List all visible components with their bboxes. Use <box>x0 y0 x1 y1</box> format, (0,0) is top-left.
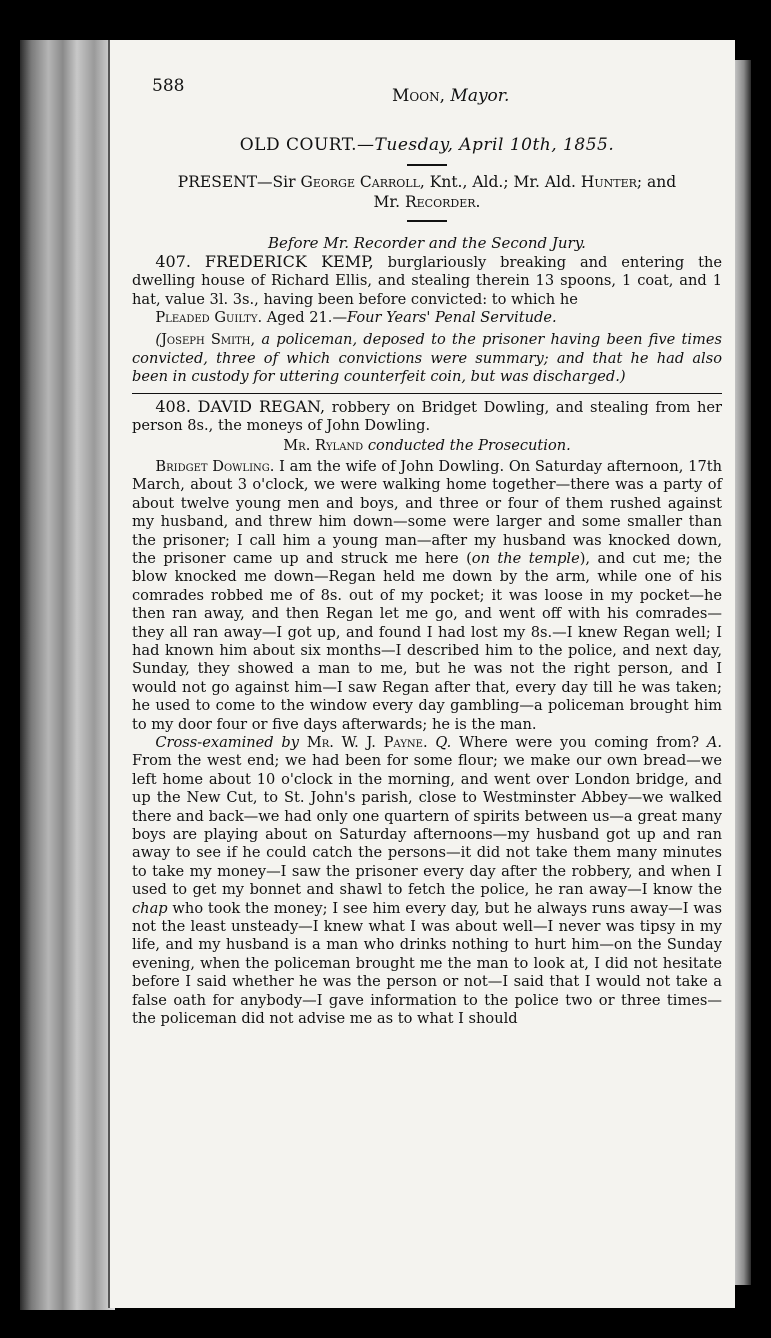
case-text: burglariously breaking and entering the dwelling house of Richard Ellis, and stealing therein 13 spoons, 1 coat, and 1 hat, value 3l. 3s., having been before convicted: to which he <box>132 253 722 308</box>
page-edge <box>733 60 751 1285</box>
note-text: a policeman, deposed to the prisoner having been five times convicted, three of which convictions were summary; and that he had also been in custody for uttering counterfeit coin, but was discharged.) <box>132 331 722 386</box>
page-content <box>132 136 722 1028</box>
testimony-text: ), and cut me; the blow knocked me down—Regan held me down by the arm, while one of his comrades robbed me of 8s. out of my pocket; it was loose in my pocket—he then ran away, and then Regan let me go, and went off with his comrades—they all ran away—I got up, and found I had lost my 8s.—I knew Regan well; I had known him about six months—I described him to the police, and next day, Sunday, they showed a man to me, but he was not the right person, and I would not go against him—I saw Regan after that, every day till he was taken; he used to come to the window every day gambling—a policeman brought him to my door four or five days afterwards; he is the man. <box>132 549 722 733</box>
present-text: . <box>475 193 481 212</box>
question-label: Q. <box>427 733 452 751</box>
present-text: , Knt., Ald.; Mr. Ald. <box>419 173 581 192</box>
testimony-text: I am the wife of John Dowling. On Saturday afternoon, 17th March, about 3 o'clock, we were walking home together—there was a party of about twelve young men and boys, and three or four of them rushed against my husband, and threw him down—some were larger and some smaller than the prisoner; I call him a young man—after my husband was knocked down, the prisoner came up and struck me here ( <box>132 457 722 567</box>
cross-counsel: Mr. W. J. Payne. <box>299 733 428 751</box>
testimony-paragraph <box>132 458 722 734</box>
court-name: OLD COURT. <box>239 135 358 155</box>
present-text: ; and <box>636 173 677 192</box>
case-number: 408. <box>155 396 191 416</box>
sentence: Four Years' Penal Servitude. <box>347 309 557 327</box>
session-date: —Tuesday, April 10th, 1855. <box>357 135 615 155</box>
page-header <box>152 76 715 106</box>
present-line <box>132 172 722 212</box>
present-carroll: George Carroll <box>300 173 420 192</box>
document-page <box>108 40 735 1308</box>
present-recorder: Recorder <box>404 193 476 212</box>
witness-name: Bridget Dowling. <box>155 457 275 475</box>
answer-label: A. <box>706 733 722 751</box>
cross-label: Cross-examined by <box>155 733 300 751</box>
present-hunter: Hunter <box>580 173 637 192</box>
divider-short <box>407 220 447 222</box>
present-text: PRESENT—Sir <box>177 173 301 192</box>
case-text: robbery on Bridget Dowling, and stealing from her person 8s., the moneys of John Dowling. <box>132 398 723 435</box>
plea-label: Pleaded Guilty. <box>155 309 263 327</box>
prosecution-line <box>132 437 722 455</box>
running-head <box>392 86 509 106</box>
answer-italic: chap <box>132 899 168 917</box>
case-407-plea <box>132 309 722 327</box>
answer-text: From the west end; we had been for some flour; we make our own bread—we left home about 10 o'clock in the morning, and went over London bridge, and up the New Cut, to St. John's parish, close to Westminster Abbey—we walked there and back—we had only one quartern of spirits between us—a great many boys are playing about on Saturday afternoons—my husband got up and ran away to see if he could catch the persons—it did not take them many minutes to take my money—I saw the prisoner every day after the robbery, and when I used to get my bonnet and shawl to fetch the police, he ran away—I know the <box>132 752 722 899</box>
defendant-name: DAVID REGAN, <box>197 396 326 416</box>
note-witness: Joseph Smith, <box>161 331 256 349</box>
running-head-title: Mayor. <box>450 86 510 106</box>
answer-text: who took the money; I see him every day, but he always runs away—I was not the least unsteady—I knew what I was about well—I never was tipsy in my life, and my husband is a man who drinks nothing to hurt him—on the Sunday evening, when the policeman brought me the man to look at, I did not hesitate before I said whether he was the person or not—I said that I would not take a false oath for anybody—I gave information to the police two or three times—the policeman did not advise me as to what I should <box>132 899 722 1028</box>
page-number: 588 <box>152 76 185 96</box>
plea-age: Aged 21.— <box>262 309 348 327</box>
defendant-name: FREDERICK KEMP, <box>204 251 374 271</box>
session-heading <box>132 136 722 154</box>
case-408 <box>132 398 722 436</box>
prosecution-counsel: Mr. Ryland <box>283 437 364 455</box>
case-407-note <box>132 331 722 386</box>
cross-examination-paragraph <box>132 734 722 1029</box>
case-number: 407. <box>155 251 191 271</box>
running-head-name: Moon, <box>392 86 445 106</box>
case-divider <box>132 393 722 394</box>
present-text: Mr. <box>373 193 405 212</box>
question-text: Where were you coming from? <box>451 733 707 751</box>
prosecution-text: conducted the Prosecution. <box>363 437 571 455</box>
testimony-italic: on the temple <box>471 549 580 567</box>
divider-short <box>407 164 447 166</box>
book-spine <box>20 40 115 1310</box>
case-407 <box>132 253 722 309</box>
before-line: Before Mr. Recorder and the Second Jury. <box>268 234 586 253</box>
note-open: ( <box>155 331 162 349</box>
